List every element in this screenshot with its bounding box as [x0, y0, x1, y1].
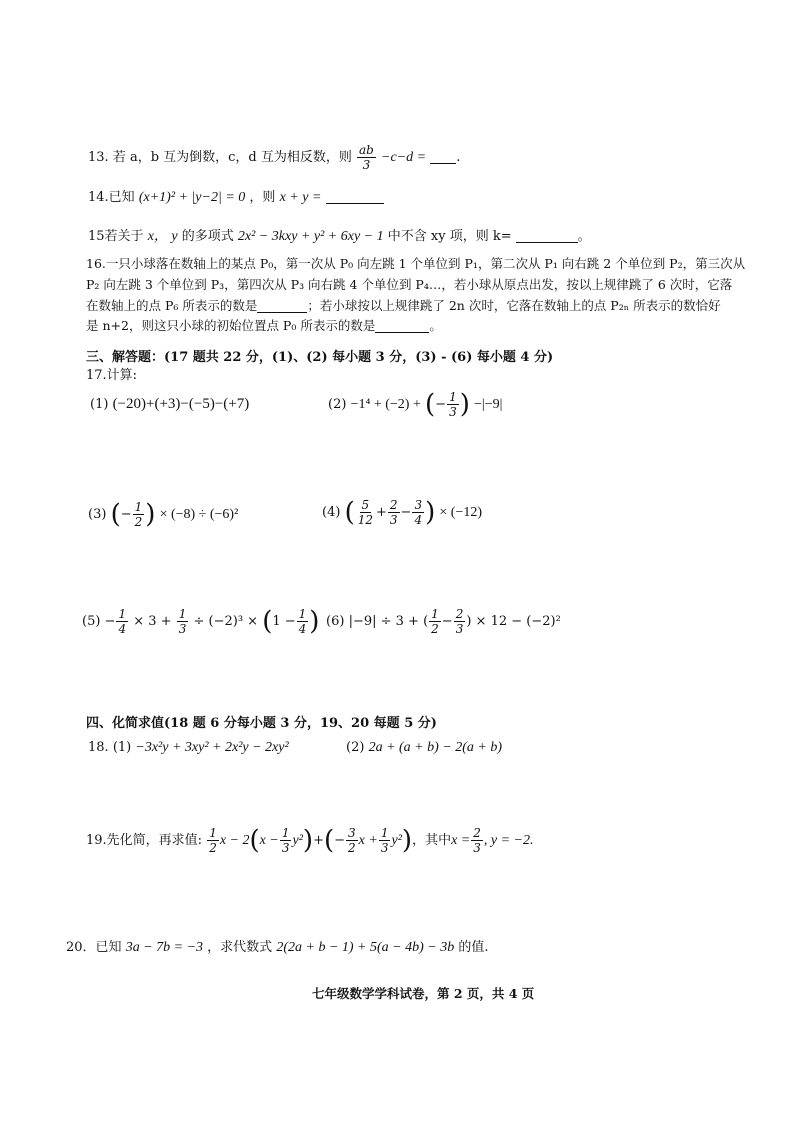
q17-part-4: (4) ( $\frac{5}{12}$ + $\frac{2}{3}$ − $\frac{3}{4}$ ) × (−12) [322, 497, 483, 528]
q20-expression: 2(2a + b − 1) + 5(a − 4b) − 3b [276, 940, 455, 955]
question-18: 18. (1) −3x²y + 3xy² + 2x²y − 2xy² [88, 740, 289, 755]
question-16-line-3: 在数轴上的点 P₆ 所表示的数是 ；若小球按以上规律跳了 2n 次时，它落在数轴上的点 P₂ₙ 所表示的数恰好 [86, 298, 721, 313]
q13-prefix: 13. 若 a，b 互为倒数，c，d 互为相反数，则 [88, 150, 352, 165]
q17-part-6: (6) |−9| ÷ 3 + ( $\frac{1}{2}$ − $\frac{2}{3}$ ) × 12 − (−2)² [326, 607, 561, 636]
q14-expression: (x+1)² + |y−2| = 0 [138, 190, 246, 205]
q15-expression: 2x² − 3kxy + y² + 6xy − 1 [237, 229, 384, 244]
q17-part-2: (2) −1⁴ + (−2) + (− $\frac{1}{3}$ ) −|−9| [328, 389, 503, 420]
page-footer: 七年级数学学科试卷，第 2 页，共 4 页 [312, 986, 535, 1001]
q18-expression-1: −3x²y + 3xy² + 2x²y − 2xy² [135, 740, 289, 755]
q17-part-1: (1) (−20)+(+3)−(−5)−(+7) [90, 396, 250, 412]
question-17-title: 17.计算: [86, 368, 138, 383]
q16-answer-blank-2 [375, 318, 429, 333]
question-16-line-2: P₂ 向左跳 3 个单位到 P₃，第四次从 P₃ 向右跳 4 个单位到 P₄…，若小球从原点出发，按以上规律跳了 6 次时，它落 [86, 277, 733, 292]
q14-answer-blank [326, 189, 384, 204]
question-20: 20．已知 3a − 7b = −3 ，求代数式 2(2a + b − 1) + 5(a − 4b) − 3b 的值. [66, 940, 489, 955]
section-3-title: 三、解答题：(17 题共 22 分，(1)、(2) 每小题 3 分，(3) - (6) 每小题 4 分) [86, 350, 554, 365]
q17-part-3: (3) (− $\frac{1}{2}$ ) × (−8) ÷ (−6)² [88, 499, 239, 530]
q15-answer-blank [516, 228, 578, 243]
q13-answer-blank [430, 149, 456, 164]
question-18-part-2: (2) 2a + (a + b) − 2(a + b) [346, 740, 502, 755]
q16-answer-blank-1 [257, 298, 307, 313]
q13-suffix: −c−d = [381, 150, 427, 165]
q17-part-5: (5) − $\frac{1}{4}$ × 3 + $\frac{1}{3}$ ÷ (−2)³ × (1 − $\frac{1}{4}$ ) [82, 606, 320, 637]
section-4-title: 四、化简求值(18 题 6 分每小题 3 分，19、20 每题 5 分) [86, 716, 437, 731]
question-13: 13. 若 a，b 互为倒数，c，d 互为相反数，则 $\frac{ab}{3}$ −c−d = . [88, 143, 461, 172]
q18-expression-2: 2a + (a + b) − 2(a + b) [368, 740, 502, 755]
question-19: 19.先化简，再求值: $\frac{1}{2}$ x − 2(x − $\frac{1}{3}$ y²)+(− $\frac{3}{2}$ x + $\frac{1}{3}$ y²)，其中x = $\frac{2}{3}$ , y = −2. [86, 825, 534, 856]
question-16-line-4: 是 n+2，则这只小球的初始位置点 P₀ 所表示的数是 。 [86, 318, 442, 333]
question-14: 14.已知 (x+1)² + |y−2| = 0 ，则 x + y = [88, 186, 384, 206]
question-15: 15若关于 x， y 的多项式 2x² − 3kxy + y² + 6xy − 1 中不含 xy 项，则 k= 。 [88, 229, 591, 244]
q13-fraction: $\frac{ab}{3}$ [359, 143, 374, 172]
q20-given: 3a − 7b = −3 [125, 940, 204, 955]
question-16-line-1: 16.一只小球落在数轴上的某点 P₀，第一次从 P₀ 向左跳 1 个单位到 P₁，第二次从 P₁ 向右跳 2 个单位到 P₂，第三次从 [86, 256, 746, 271]
